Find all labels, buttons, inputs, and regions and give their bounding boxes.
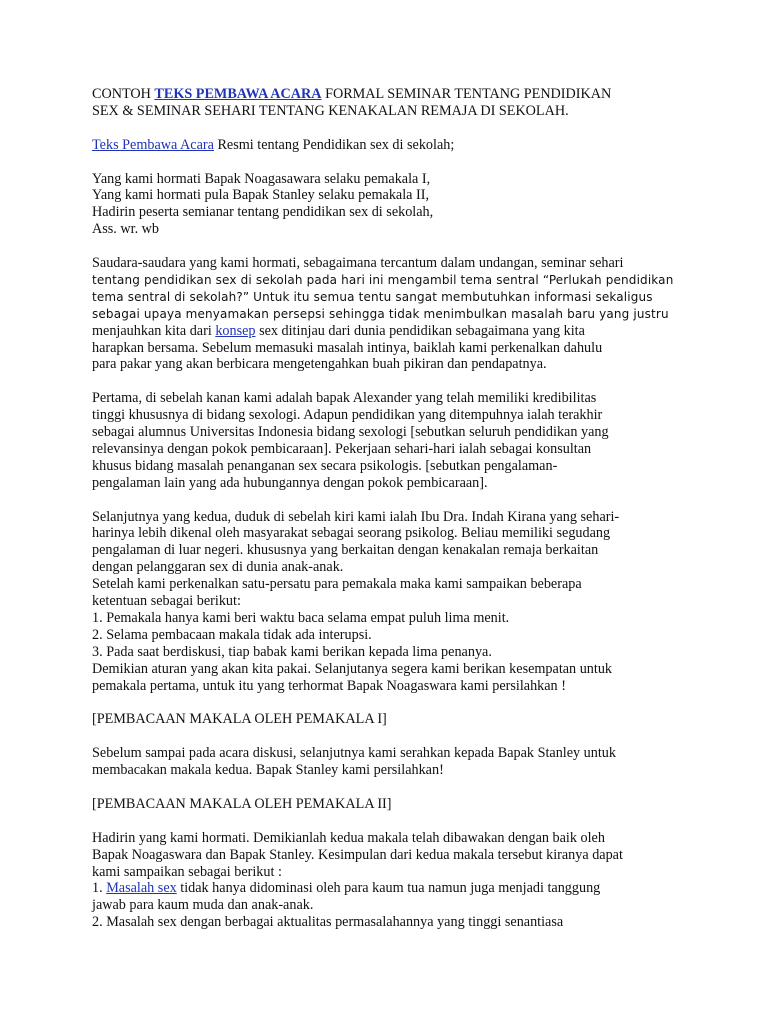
masalah-sex-link[interactable]: Masalah sex (106, 880, 177, 897)
document-page (92, 86, 692, 931)
paragraph-line: jawab para kaum muda dan anak-anak. (92, 897, 314, 914)
paragraph-line: ketentuan sebagai berikut: (92, 593, 241, 610)
intro-line: Saudara-saudara yang kami hormati, sebagaimana tercantum dalam undangan, seminar sehari (92, 255, 624, 272)
closing-paragraph (92, 830, 692, 931)
intro-line: tema sentral di sekolah?” Untuk itu semua tentu sangat membutuhkan informasi sekaligus (92, 289, 653, 304)
intro-line (92, 323, 692, 340)
paragraph-line: pengalaman di luar negeri. khususnya yang berkaitan dengan kenakalan remaja berkaitan (92, 542, 599, 559)
rule-item: 2. Selama pembacaan makala tidak ada interupsi. (92, 626, 372, 643)
paragraph-line: Hadirin yang kami hormati. Demikianlah kedua makala telah dibawakan dengan baik oleh (92, 829, 605, 846)
section-heading-2: [PEMBACAAN MAKALA OLEH PEMAKALA II] (92, 795, 392, 812)
paragraph-line: Demikian aturan yang akan kita pakai. Selanjutanya segera kami berikan kesempatan untuk (92, 660, 613, 677)
intro-line: harapkan bersama. Sebelum memasuki masalah intinya, baiklah kami perkenalkan dahulu (92, 339, 603, 356)
greeting-line: Hadirin peserta semianar tentang pendidikan sex di sekolah, (92, 204, 434, 221)
title-line-1 (92, 86, 692, 103)
conclusion-item: 2. Masalah sex dengan berbagai aktualitas permasalahannya yang tinggi senantiasa (92, 914, 564, 931)
intro-line: para pakar yang akan berbicara mengetengahkan buah pikiran dan pendapatnya. (92, 356, 547, 373)
section-heading-1: [PEMBACAAN MAKALA OLEH PEMAKALA I] (92, 711, 387, 728)
paragraph-line: Selanjutnya yang kedua, duduk di sebelah kiri kami ialah Ibu Dra. Indah Kirana yang sehari- (92, 508, 620, 525)
paragraph-line: Sebelum sampai pada acara diskusi, selanjutnya kami serahkan kepada Bapak Stanley untuk (92, 745, 616, 762)
rule-item: 1. Pemakala hanya kami beri waktu baca selama empat puluh lima menit. (92, 610, 510, 627)
title-prefix: CONTOH (92, 86, 155, 102)
paragraph-line: Setelah kami perkenalkan satu-persatu para pemakala maka kami sampaikan beberapa (92, 576, 582, 593)
greeting-block (92, 171, 692, 239)
paragraph-line: membacakan makala kedua. Bapak Stanley kami persilahkan! (92, 762, 444, 779)
paragraph-line: dengan pelanggaran sex di dunia anak-anak. (92, 559, 344, 576)
title-line-2: SEX & SEMINAR SEHARI TENTANG KENAKALAN REMAJA DI SEKOLAH. (92, 102, 569, 119)
paragraph-line: sebagai alumnus Universitas Indonesia bidang sexologi [sebutkan seluruh pendidikan yang (92, 424, 609, 441)
paragraph-line: Pertama, di sebelah kanan kami adalah bapak Alexander yang telah memiliki kredibilitas (92, 390, 597, 407)
paragraph-line: kami sampaikan sebagai berikut : (92, 863, 282, 880)
first-speaker-paragraph (92, 390, 692, 491)
intro-l5-pre: menjauhkan kita dari (92, 322, 216, 339)
paragraph-line: pemakala pertama, untuk itu yang terhormat Bapak Noagaswara kami persilahkan ! (92, 677, 566, 694)
intro-paragraph (92, 255, 692, 373)
subtitle (92, 137, 692, 154)
conclusion-item (92, 880, 692, 897)
title-rest: FORMAL SEMINAR TENTANG PENDIDIKAN (321, 86, 612, 102)
paragraph-line: tinggi khususnya di bidang sexologi. Adapun pendidikan yang ditempuhnya ialah terakhir (92, 407, 603, 424)
subtitle-link[interactable]: Teks Pembawa Acara (92, 136, 214, 153)
transition-paragraph (92, 745, 692, 779)
second-speaker-paragraph (92, 509, 692, 695)
paragraph-line: pengalaman lain yang ada hubungannya dengan pokok pembicaraan]. (92, 474, 488, 491)
closing-l4-pre: 1. (92, 880, 107, 897)
intro-line: sebagai upaya menyamakan persepsi sehingga tidak menimbulkan masalah baru yang justru (92, 306, 669, 321)
paragraph-line: relevansinya dengan pokok pembicaraan]. Pekerjaan sehari-hari ialah sebagai konsultan (92, 440, 592, 457)
paragraph-line: khusus bidang masalah penanganan sex secara psikologis. [sebutkan pengalaman- (92, 457, 558, 474)
intro-l5-post: sex ditinjau dari dunia pendidikan sebagaimana yang kita (255, 322, 585, 339)
paragraph-line: Bapak Noagaswara dan Bapak Stanley. Kesimpulan dari kedua makala tersebut kiranya dapat (92, 846, 623, 863)
title-link[interactable]: TEKS PEMBAWA ACARA (154, 86, 322, 102)
rule-item: 3. Pada saat berdiskusi, tiap babak kami berikan kepada lima penanya. (92, 643, 492, 660)
paragraph-line: harinya lebih dikenal oleh masyarakat sebagai seorang psikolog. Beliau memiliki segudang (92, 525, 611, 542)
greeting-line: Ass. wr. wb (92, 221, 160, 238)
subtitle-rest: Resmi tentang Pendidikan sex di sekolah; (213, 136, 455, 153)
greeting-line: Yang kami hormati pula Bapak Stanley selaku pemakala II, (92, 187, 430, 204)
konsep-link[interactable]: konsep (215, 322, 256, 339)
greeting-line: Yang kami hormati Bapak Noagasawara selaku pemakala I, (92, 170, 431, 187)
intro-line: tentang pendidikan sex di sekolah pada hari ini mengambil tema sentral “Perlukah pendidikan (92, 272, 674, 287)
closing-l4-post: tidak hanya didominasi oleh para kaum tua namun juga menjadi tanggung (176, 880, 601, 897)
